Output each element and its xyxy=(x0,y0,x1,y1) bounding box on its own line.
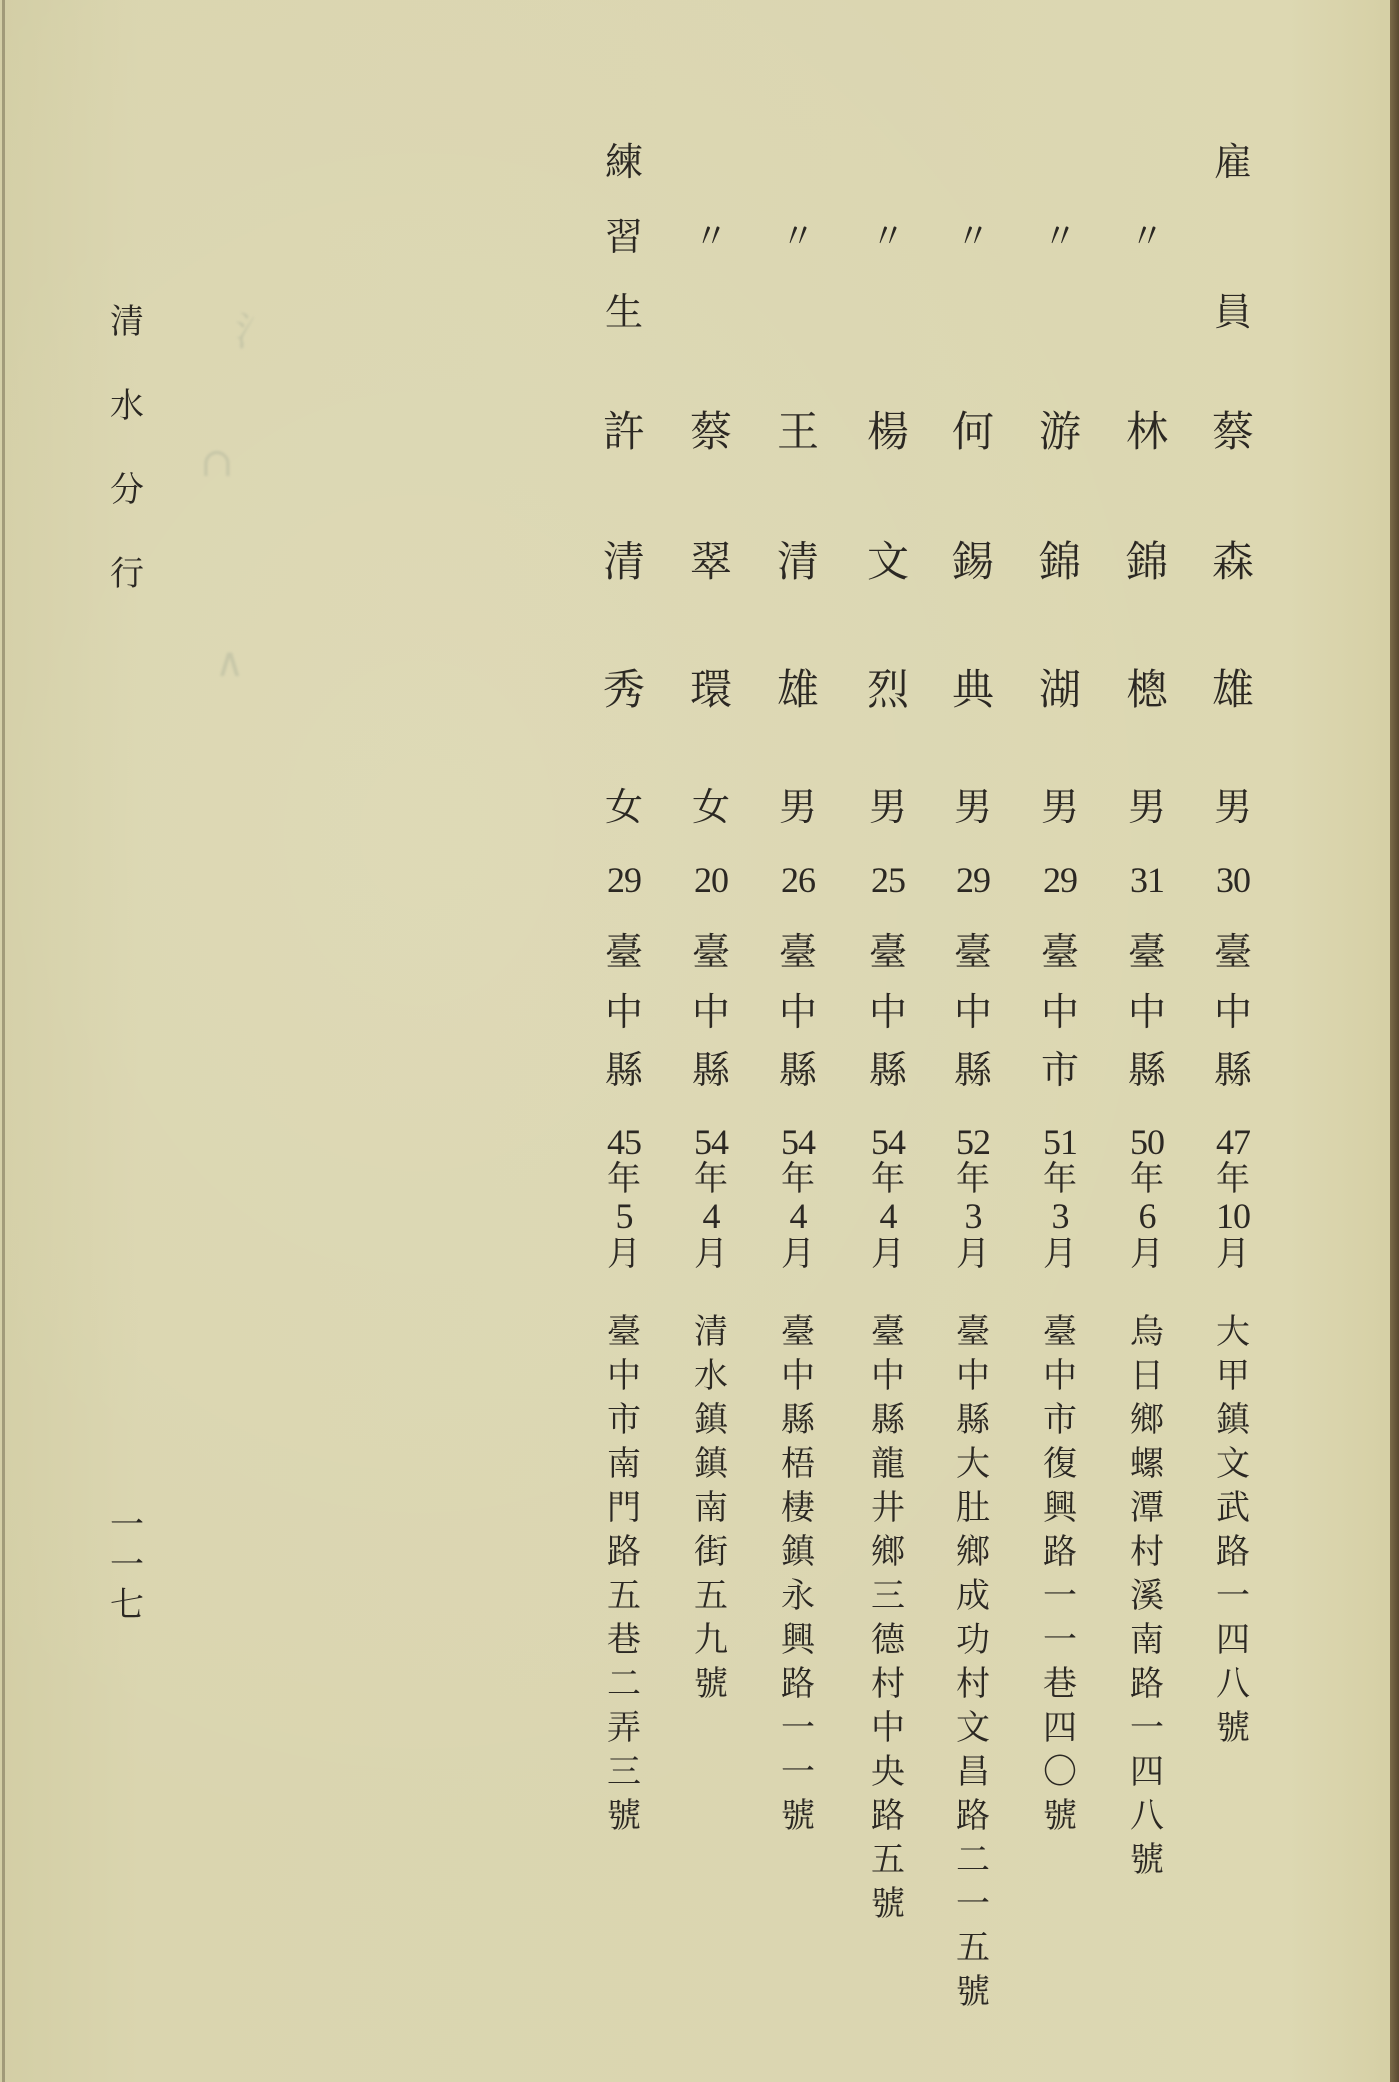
hire-year-unit: 年 xyxy=(607,1159,641,1199)
address-char: 井 xyxy=(871,1488,905,1528)
address-char: 八 xyxy=(1130,1796,1164,1836)
address-char: 〇 xyxy=(1043,1752,1077,1792)
address-char: 八 xyxy=(1216,1664,1250,1704)
address-char: 路 xyxy=(956,1796,990,1836)
name-char: 錦 xyxy=(1038,537,1081,586)
address-char: 號 xyxy=(1130,1840,1164,1880)
address xyxy=(943,1310,1003,2014)
address-char: 棲 xyxy=(781,1488,815,1528)
hire-month: 3 xyxy=(964,1196,982,1236)
hire-month: 4 xyxy=(879,1196,897,1236)
address-char: 文 xyxy=(1216,1444,1250,1484)
name-char: 蔡 xyxy=(1211,407,1254,456)
origin-char: 臺 xyxy=(691,930,730,974)
address-char: 市 xyxy=(1043,1400,1077,1440)
origin-char: 縣 xyxy=(691,1048,730,1092)
hire-month-unit: 月 xyxy=(781,1234,815,1274)
origin-char: 市 xyxy=(1040,1048,1079,1092)
page-number-char: 一 xyxy=(110,1505,144,1545)
address-char: 中 xyxy=(956,1356,990,1396)
hire-year: 45 xyxy=(607,1122,641,1162)
address-char: 鎮 xyxy=(694,1444,728,1484)
address xyxy=(858,1310,918,1926)
hire-year-unit: 年 xyxy=(1043,1159,1077,1199)
address-char: 巷 xyxy=(1043,1664,1077,1704)
address-char: 一 xyxy=(956,1884,990,1924)
gender: 男 xyxy=(1040,785,1079,829)
address-char: 臺 xyxy=(956,1312,990,1352)
hire-month-unit: 月 xyxy=(871,1234,905,1274)
origin-char: 臺 xyxy=(1213,930,1252,974)
name-char: 雄 xyxy=(1211,665,1254,714)
hire-month-unit: 月 xyxy=(1043,1234,1077,1274)
page-number-char: 一 xyxy=(110,1545,144,1585)
hire-month-unit: 月 xyxy=(1216,1234,1250,1274)
origin-char: 中 xyxy=(1213,990,1252,1034)
age: 29 xyxy=(1043,860,1077,900)
address-char: 一 xyxy=(1043,1620,1077,1660)
address xyxy=(594,1310,654,1838)
name-char: 典 xyxy=(951,665,994,714)
branch-title-char: 分 xyxy=(110,470,144,510)
hire-month: 3 xyxy=(1051,1196,1069,1236)
origin-char: 中 xyxy=(691,990,730,1034)
position-char: 習 xyxy=(604,215,643,259)
address-char: 縣 xyxy=(956,1400,990,1440)
origin-char: 縣 xyxy=(604,1048,643,1092)
address-char: 鄉 xyxy=(956,1532,990,1572)
address-char: 弄 xyxy=(607,1708,641,1748)
address-char: 路 xyxy=(607,1532,641,1572)
address-char: 路 xyxy=(871,1796,905,1836)
address-char: 號 xyxy=(607,1796,641,1836)
bleed-through-mark: ⺡ xyxy=(235,309,275,355)
address-char: 二 xyxy=(607,1664,641,1704)
position-char: 生 xyxy=(604,290,643,334)
address-char: 號 xyxy=(956,1972,990,2012)
address-char: 路 xyxy=(1216,1532,1250,1572)
address-char: 街 xyxy=(694,1532,728,1572)
hire-month: 10 xyxy=(1216,1196,1250,1236)
hire-year: 54 xyxy=(694,1122,728,1162)
hire-year: 50 xyxy=(1130,1122,1164,1162)
name-char: 烈 xyxy=(866,665,909,714)
name-char: 樬 xyxy=(1125,665,1168,714)
name-char: 王 xyxy=(776,407,819,456)
gender: 男 xyxy=(1213,785,1252,829)
origin-char: 縣 xyxy=(1213,1048,1252,1092)
name-char: 楊 xyxy=(866,407,909,456)
address-char: 南 xyxy=(694,1488,728,1528)
address-char: 武 xyxy=(1216,1488,1250,1528)
address-char: 四 xyxy=(1043,1708,1077,1748)
origin-char: 臺 xyxy=(868,930,907,974)
address-char: 日 xyxy=(1130,1356,1164,1396)
origin-char: 縣 xyxy=(1127,1048,1166,1092)
address-char: 大 xyxy=(956,1444,990,1484)
address-char: 梧 xyxy=(781,1444,815,1484)
address-char: 五 xyxy=(871,1840,905,1880)
hire-month-unit: 月 xyxy=(694,1234,728,1274)
address-char: 水 xyxy=(694,1356,728,1396)
ditto-mark: 〃 xyxy=(1043,217,1077,257)
hire-year-unit: 年 xyxy=(781,1159,815,1199)
address xyxy=(1203,1310,1263,1750)
address-char: 永 xyxy=(781,1576,815,1616)
address-char: 三 xyxy=(871,1576,905,1616)
page-left-edge xyxy=(2,0,5,2082)
hire-month-unit: 月 xyxy=(607,1234,641,1274)
origin-char: 臺 xyxy=(953,930,992,974)
name-char: 湖 xyxy=(1038,665,1081,714)
address-char: 文 xyxy=(956,1708,990,1748)
origin-char: 臺 xyxy=(1127,930,1166,974)
hire-year: 54 xyxy=(781,1122,815,1162)
origin-char: 中 xyxy=(868,990,907,1034)
address-char: 成 xyxy=(956,1576,990,1616)
name-char: 翠 xyxy=(689,537,732,586)
origin-char: 縣 xyxy=(868,1048,907,1092)
name-char: 文 xyxy=(866,537,909,586)
address-char: 潭 xyxy=(1130,1488,1164,1528)
gender: 女 xyxy=(604,785,643,829)
address-char: 四 xyxy=(1130,1752,1164,1792)
address-char: 溪 xyxy=(1130,1576,1164,1616)
branch-title-char: 水 xyxy=(110,386,144,426)
address-char: 興 xyxy=(1043,1488,1077,1528)
address-char: 村 xyxy=(1130,1532,1164,1572)
address-char: 號 xyxy=(694,1664,728,1704)
address-char: 臺 xyxy=(1043,1312,1077,1352)
address-char: 鎮 xyxy=(1216,1400,1250,1440)
address-char: 螺 xyxy=(1130,1444,1164,1484)
address-char: 九 xyxy=(694,1620,728,1660)
address-char: 德 xyxy=(871,1620,905,1660)
page-number xyxy=(97,1505,157,1625)
bleed-through-mark: ∩ xyxy=(200,440,234,486)
address xyxy=(681,1310,741,1706)
name-char: 蔡 xyxy=(689,407,732,456)
origin-char: 縣 xyxy=(778,1048,817,1092)
name-char: 許 xyxy=(602,407,645,456)
address-char: 臺 xyxy=(607,1312,641,1352)
hire-year-unit: 年 xyxy=(694,1159,728,1199)
ditto-mark: 〃 xyxy=(781,217,815,257)
branch-title-char: 清 xyxy=(110,302,144,342)
position-char: 員 xyxy=(1213,290,1252,334)
origin-char: 中 xyxy=(1127,990,1166,1034)
address-char: 門 xyxy=(607,1488,641,1528)
address-char: 一 xyxy=(781,1708,815,1748)
hire-month: 4 xyxy=(702,1196,720,1236)
address-char: 央 xyxy=(871,1752,905,1792)
address-char: 清 xyxy=(694,1312,728,1352)
origin-char: 中 xyxy=(1040,990,1079,1034)
address-char: 鎮 xyxy=(781,1532,815,1572)
address-char: 昌 xyxy=(956,1752,990,1792)
ditto-mark: 〃 xyxy=(871,217,905,257)
origin-char: 臺 xyxy=(1040,930,1079,974)
gender: 女 xyxy=(691,785,730,829)
hire-year-unit: 年 xyxy=(1216,1159,1250,1199)
address-char: 五 xyxy=(956,1928,990,1968)
address-char: 復 xyxy=(1043,1444,1077,1484)
name-char: 環 xyxy=(689,665,732,714)
address-char: 巷 xyxy=(607,1620,641,1660)
age: 31 xyxy=(1130,860,1164,900)
address-char: 鄉 xyxy=(1130,1400,1164,1440)
address-char: 五 xyxy=(694,1576,728,1616)
address-char: 鄉 xyxy=(871,1532,905,1572)
address-char: 中 xyxy=(1043,1356,1077,1396)
address-char: 臺 xyxy=(781,1312,815,1352)
gender: 男 xyxy=(953,785,992,829)
hire-year-unit: 年 xyxy=(871,1159,905,1199)
origin-char: 中 xyxy=(604,990,643,1034)
name-char: 錦 xyxy=(1125,537,1168,586)
hire-year-unit: 年 xyxy=(1130,1159,1164,1199)
page-number-char: 七 xyxy=(110,1585,144,1625)
address-char: 中 xyxy=(871,1356,905,1396)
address-char: 號 xyxy=(781,1796,815,1836)
ditto-mark: 〃 xyxy=(956,217,990,257)
bleed-through-mark: ∧ xyxy=(215,640,245,686)
name-char: 清 xyxy=(776,537,819,586)
address-char: 路 xyxy=(1130,1664,1164,1704)
book-binding-edge xyxy=(1390,0,1399,2082)
name-char: 林 xyxy=(1125,407,1168,456)
branch-title xyxy=(97,300,157,636)
address-char: 南 xyxy=(1130,1620,1164,1660)
address xyxy=(1030,1310,1090,1838)
hire-month-unit: 月 xyxy=(956,1234,990,1274)
address-char: 臺 xyxy=(871,1312,905,1352)
origin-char: 縣 xyxy=(953,1048,992,1092)
hire-year: 54 xyxy=(871,1122,905,1162)
address-char: 一 xyxy=(1130,1708,1164,1748)
address-char: 路 xyxy=(1043,1532,1077,1572)
gender: 男 xyxy=(778,785,817,829)
address-char: 村 xyxy=(956,1664,990,1704)
branch-title-char: 行 xyxy=(110,554,144,594)
address-char: 一 xyxy=(781,1752,815,1792)
age: 20 xyxy=(694,860,728,900)
address-char: 大 xyxy=(1216,1312,1250,1352)
name-char: 雄 xyxy=(776,665,819,714)
origin-char: 中 xyxy=(953,990,992,1034)
address-char: 路 xyxy=(781,1664,815,1704)
address-char: 一 xyxy=(1216,1576,1250,1616)
address-char: 村 xyxy=(871,1664,905,1704)
origin-char: 臺 xyxy=(604,930,643,974)
address-char: 號 xyxy=(1216,1708,1250,1748)
address-char: 四 xyxy=(1216,1620,1250,1660)
address-char: 南 xyxy=(607,1444,641,1484)
age: 29 xyxy=(956,860,990,900)
age: 26 xyxy=(781,860,815,900)
position-char: 雇 xyxy=(1213,140,1252,184)
address xyxy=(768,1310,828,1838)
address-char: 一 xyxy=(1043,1576,1077,1616)
hire-month: 6 xyxy=(1138,1196,1156,1236)
hire-month: 5 xyxy=(615,1196,633,1236)
age: 25 xyxy=(871,860,905,900)
address-char: 功 xyxy=(956,1620,990,1660)
address-char: 市 xyxy=(607,1400,641,1440)
hire-year: 51 xyxy=(1043,1122,1077,1162)
name-char: 森 xyxy=(1211,537,1254,586)
address-char: 縣 xyxy=(781,1400,815,1440)
address-char: 號 xyxy=(1043,1796,1077,1836)
hire-year: 47 xyxy=(1216,1122,1250,1162)
address-char: 甲 xyxy=(1216,1356,1250,1396)
name-char: 游 xyxy=(1038,407,1081,456)
name-char: 清 xyxy=(602,537,645,586)
gender: 男 xyxy=(868,785,907,829)
address-char: 號 xyxy=(871,1884,905,1924)
address-char: 鎮 xyxy=(694,1400,728,1440)
name-char: 秀 xyxy=(602,665,645,714)
hire-month: 4 xyxy=(789,1196,807,1236)
address-char: 肚 xyxy=(956,1488,990,1528)
address-char: 縣 xyxy=(871,1400,905,1440)
address xyxy=(1117,1310,1177,1882)
address-char: 烏 xyxy=(1130,1312,1164,1352)
origin-char: 中 xyxy=(778,990,817,1034)
hire-year: 52 xyxy=(956,1122,990,1162)
age: 29 xyxy=(607,860,641,900)
origin-char: 臺 xyxy=(778,930,817,974)
address-char: 中 xyxy=(871,1708,905,1748)
hire-year-unit: 年 xyxy=(956,1159,990,1199)
address-char: 五 xyxy=(607,1576,641,1616)
ditto-mark: 〃 xyxy=(1130,217,1164,257)
name-char: 何 xyxy=(951,407,994,456)
name-char: 錫 xyxy=(951,537,994,586)
address-char: 中 xyxy=(781,1356,815,1396)
address-char: 二 xyxy=(956,1840,990,1880)
position-char: 練 xyxy=(604,140,643,184)
address-char: 中 xyxy=(607,1356,641,1396)
ditto-mark: 〃 xyxy=(694,217,728,257)
age: 30 xyxy=(1216,860,1250,900)
gender: 男 xyxy=(1127,785,1166,829)
address-char: 龍 xyxy=(871,1444,905,1484)
hire-month-unit: 月 xyxy=(1130,1234,1164,1274)
address-char: 三 xyxy=(607,1752,641,1792)
address-char: 興 xyxy=(781,1620,815,1660)
